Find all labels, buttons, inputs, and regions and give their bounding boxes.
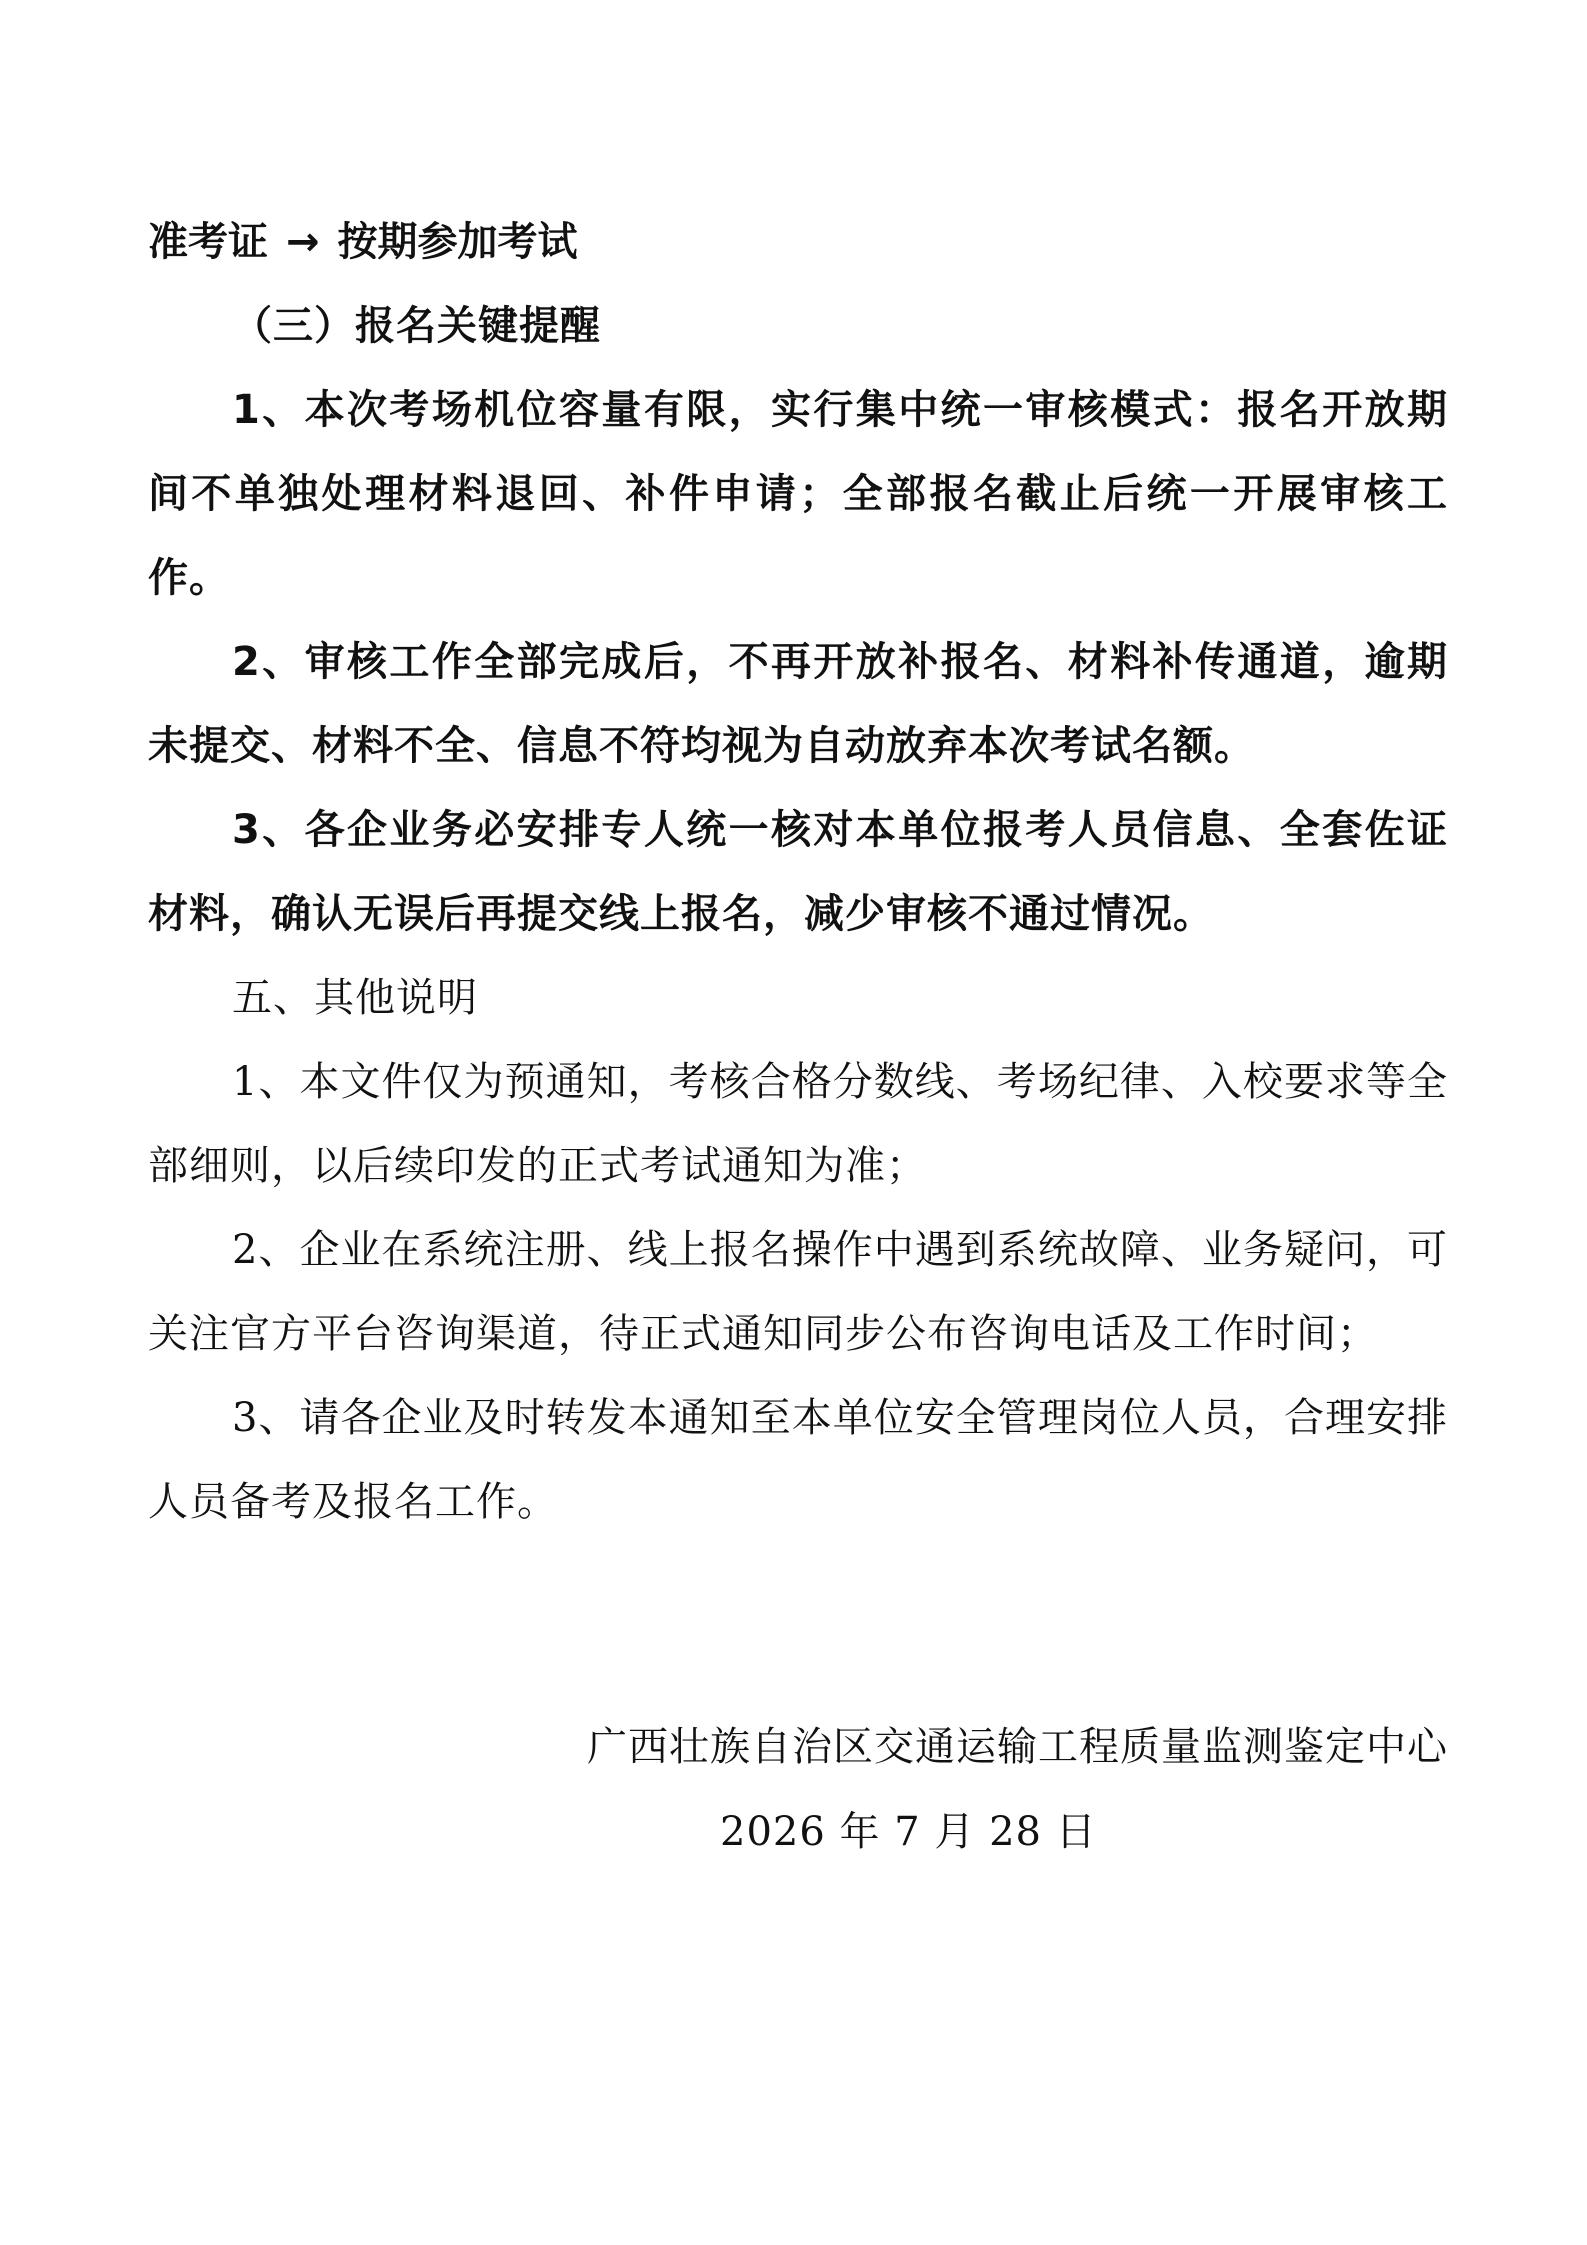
section3-item-3: 3、各企业务必安排专人统一核对本单位报考人员信息、全套佐证材料，确认无误后再提交线上报名，减少审核不通过情况。 [148,807,1448,937]
section5-item-3: 3、请各企业及时转发本通知至本单位安全管理岗位人员，合理安排人员备考及报名工作。 [148,1395,1448,1525]
arrow-right-icon: → [286,219,320,265]
section5-item-2: 2、企业在系统注册、线上报名操作中遇到系统故障、业务疑问，可关注官方平台咨询渠道，待正式通知同步公布咨询电话及工作时间； [148,1227,1448,1357]
flow-step-admission-ticket: 准考证 [148,219,268,265]
document-body [148,200,1448,1544]
section3-item-2: 2、审核工作全部完成后，不再开放补报名、材料补传通道，逾期未提交、材料不全、信息不符均视为自动放弃本次考试名额。 [148,639,1448,769]
section5-item-1: 1、本文件仅为预通知，考核合格分数线、考场纪律、入校要求等全部细则，以后续印发的正式考试通知为准； [148,1059,1448,1189]
section3-heading: （三）报名关键提醒 [232,303,601,349]
section3-item-1: 1、本次考场机位容量有限，实行集中统一审核模式：报名开放期间不单独处理材料退回、补件申请；全部报名截止后统一开展审核工作。 [148,387,1448,601]
issuing-organization: 广西壮族自治区交通运输工程质量监测鉴定中心 [587,1724,1448,1770]
section5-heading: 五、其他说明 [232,975,478,1021]
flow-line [148,200,1448,284]
issue-date: 2026 年 7 月 28 日 [720,1809,1097,1855]
flow-step-attend-exam: 按期参加考试 [337,219,578,265]
